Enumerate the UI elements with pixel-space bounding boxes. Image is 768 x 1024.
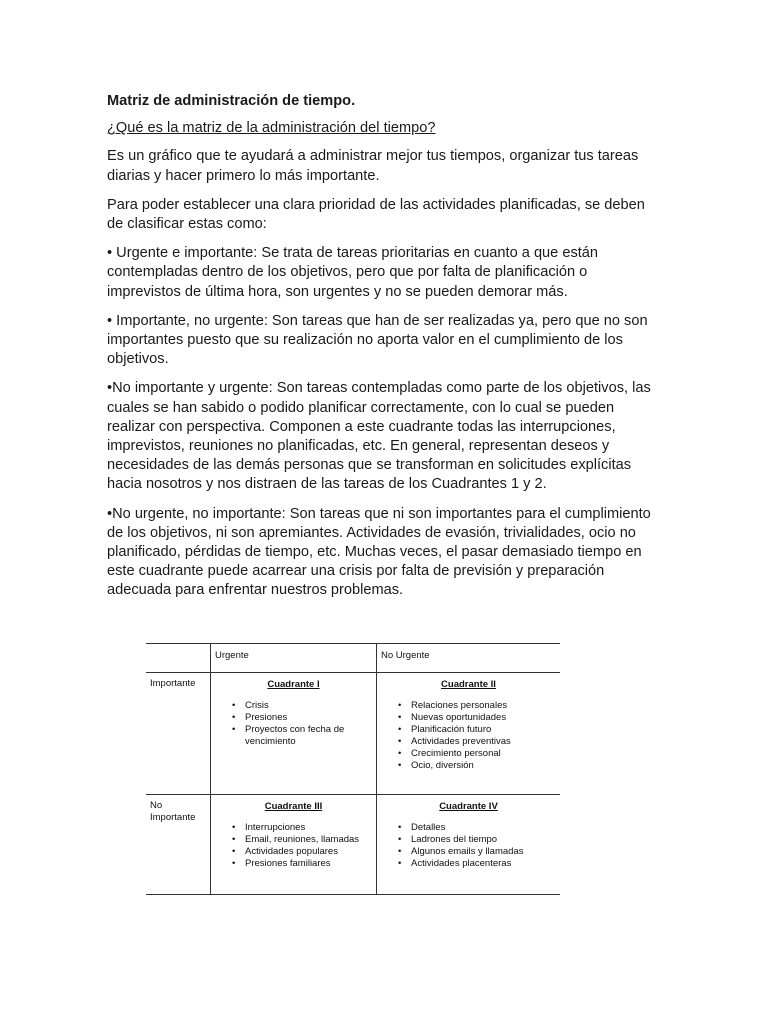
matrix-header-row [146,644,560,673]
list-item: • Ladrones del tiempo [411,834,560,846]
section-question: ¿Qué es la matriz de la administración del tiempo? [107,120,436,137]
quadrant-list [211,700,376,748]
quadrant-2 [377,673,561,795]
list-item: • Actividades preventivas [411,736,560,748]
time-management-matrix [146,643,560,895]
list-item: • Crisis [245,700,376,712]
quadrant-title: Cuadrante IV [439,801,498,812]
list-item: • Email, reuniones, llamadas [245,834,376,846]
list-item: • Detalles [411,822,560,834]
list-item: • Algunos emails y llamadas [411,846,560,858]
quadrant-4 [377,795,561,895]
matrix-corner-cell [146,644,211,673]
quadrant-title: Cuadrante II [441,679,496,690]
quadrant-list [377,822,560,870]
quadrant-title: Cuadrante I [267,679,320,690]
list-item: • Proyectos con fecha de vencimiento [245,724,376,748]
paragraph-urgent-important: • Urgente e importante: Se trata de tareas prioritarias en cuanto a que están contempladas dentro de los objetivos, pero que por falta de planificación o imprevistos de última hora, son urgentes y no se pueden demorar más. [107,245,599,300]
paragraph: Para poder establecer una clara prioridad de las actividades planificadas, se deben de clasificar estas como: [107,196,645,233]
list-item: • Relaciones personales [411,700,560,712]
list-item: • Crecimiento personal [411,748,560,760]
row-label-not-important: No Importante [146,795,211,895]
quadrant-title: Cuadrante III [264,801,323,812]
list-item: • Actividades populares [245,846,376,858]
paragraph-important-not-urgent: • Importante, no urgente: Son tareas que han de ser realizadas ya, pero que no son importantes puesto que su realización no aporta valor en el cumplimiento de los objetivos. [107,312,648,368]
document-body [107,92,662,611]
list-item: • Interrupciones [245,822,376,834]
paragraph-not-urgent-not-important: •No urgente, no importante: Son tareas que ni son importantes para el cumplimiento de los objetivos, ni son apremiantes. Actividades de evasión, trivialidades, ocio no planificado, pérdidas de tiempo, etc. Muchas veces, el pasar demasiado tiempo en este cuadrante puede acarrear una crisis por falta de previsión y preparación adecuada para enfrentar nuestros problemas. [107,505,651,599]
list-item: • Actividades placenteras [411,858,560,870]
list-item: • Planificación futuro [411,724,560,736]
list-item: • Nuevas oportunidades [411,712,560,724]
column-header-not-urgent: No Urgente [377,644,561,673]
quadrant-list [211,822,376,870]
paragraph: Es un gráfico que te ayudará a administrar mejor tus tiempos, organizar tus tareas diarias y hacer primero lo más importante. [107,148,639,184]
matrix-row-important [146,673,560,795]
list-item: • Presiones [245,712,376,724]
quadrant-list [377,700,560,772]
document-title: Matriz de administración de tiempo. [107,93,356,109]
matrix-row-not-important [146,795,560,895]
quadrant-1 [211,673,377,795]
column-header-urgent: Urgente [211,644,377,673]
paragraph-not-important-urgent: •No importante y urgente: Son tareas contempladas como parte de los objetivos, las cuales se han sabido o podido planificar correctamente, con lo cual se pueden realizar con perspectiva. Componen a este cuadrante todas las interrupciones, imprevistos, reuniones no planificadas, etc. En general, representan deseos y necesidades de las demás personas que se transforman en solicitudes explícitas hacia nosotros y nos distraen de las tareas de los Cuadrantes 1 y 2. [107,380,651,493]
row-label-important: Importante [146,673,211,795]
list-item: • Ocio, diversión [411,760,560,772]
quadrant-3 [211,795,377,895]
list-item: • Presiones familiares [245,858,376,870]
